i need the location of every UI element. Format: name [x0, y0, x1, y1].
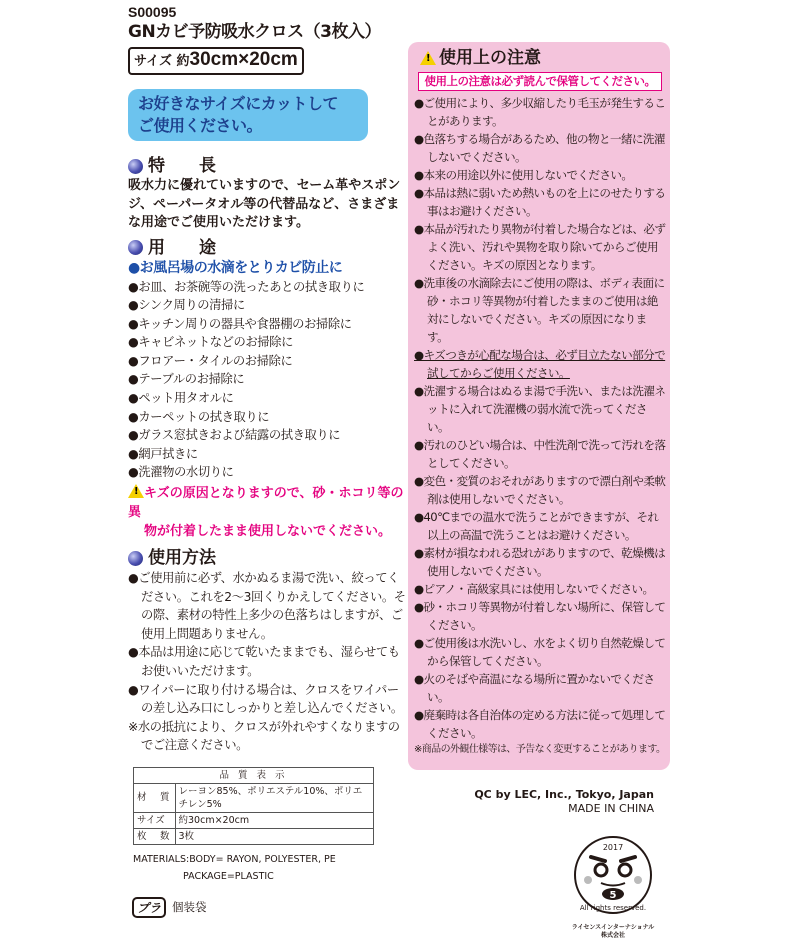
- uses-warning: [128, 484, 408, 541]
- bullet-ball-icon: [128, 240, 143, 255]
- materials: [133, 851, 408, 885]
- caution-note: ※商品の外観仕様等は、予告なく変更することがあります。: [414, 744, 666, 755]
- table-value: 3枚: [175, 828, 373, 844]
- left-column: [128, 4, 408, 918]
- list-item: ●40℃までの温水で洗うことができますが、それ以上の高温で洗うことはお避けください。: [414, 510, 659, 542]
- table-value: レーヨン85%、ポリエステル10%、ポリエチレン5%: [175, 783, 373, 812]
- cut-banner-line: お好きなサイズにカットして: [138, 94, 339, 113]
- size-value: 30cm×20cm: [189, 49, 298, 70]
- list-item: ●素材が損なわれる恐れがありますので、乾燥機は使用しないでください。: [414, 546, 666, 578]
- warning-icon: [128, 484, 144, 498]
- license-seal-icon: [573, 830, 653, 920]
- list-item: ●ガラス窓拭きおよび結露の拭き取りに: [128, 428, 341, 443]
- cut-banner-line: ご使用ください。: [138, 116, 263, 135]
- list-item: ●汚れのひどい場合は、中性洗剤で洗って汚れを落としてください。: [414, 438, 666, 470]
- materials-line: MATERIALS:BODY= RAYON, POLYESTER, PE: [133, 853, 336, 865]
- list-item: ※水の抵抗により、クロスが外れやすくなりますのでご注意ください。: [128, 719, 400, 753]
- list-item: ●ワイパーに取り付ける場合は、クロスをワイパーの差し込み口にしっかりと差し込んでください。: [128, 682, 403, 716]
- heading-text: 特 長: [148, 156, 216, 176]
- list-item: ●シンク周りの清掃に: [128, 298, 245, 313]
- list-item: ●ご使用後は水洗いし、水をよく切り自然乾燥してから保管してください。: [414, 636, 666, 668]
- features-heading: [128, 155, 408, 177]
- table-row: [134, 828, 374, 844]
- cut-banner: [128, 89, 368, 141]
- list-item: ●本来の用途以外に使用しないでください。: [414, 168, 633, 182]
- caution-heading: [420, 47, 666, 69]
- caution-panel: [408, 42, 670, 770]
- table-row: [134, 812, 374, 828]
- warning-text: 物が付着したまま使用しないでください。: [144, 524, 392, 540]
- size-label: サイズ: [134, 54, 172, 69]
- right-column: [408, 42, 670, 940]
- list-item: ●砂・ホコリ等異物が付着しない場所に、保管してください。: [414, 600, 666, 632]
- list-item: ●キャビネットなどのお掃除に: [128, 335, 293, 350]
- list-item: ●カーペットの拭き取りに: [128, 409, 270, 424]
- maker-info: [408, 788, 670, 816]
- quality-table-title: 品 質 表 示: [134, 767, 374, 783]
- list-item: ●廃棄時は各自治体の定める方法に従って処理してください。: [414, 708, 666, 740]
- caution-banner: 使用上の注意は必ず読んで保管してください。: [418, 72, 662, 91]
- size-box: [128, 47, 304, 75]
- quality-table: [133, 767, 374, 845]
- uses-highlight: ●お風呂場の水滴をとりカビ防止に: [128, 259, 343, 276]
- list-item: ●ピアノ・高級家具には使用しないでください。: [414, 582, 654, 596]
- list-item: ●キッチン周りの器具や食器棚のお掃除に: [128, 316, 352, 331]
- list-item: ●フロアー・タイルのお掃除に: [128, 353, 293, 368]
- company-line: 株式会社: [600, 932, 625, 939]
- seal-year: 2017: [602, 843, 624, 852]
- table-key: サイズ: [134, 812, 176, 828]
- list-item: ●網戸拭きに: [128, 446, 198, 461]
- table-value: 約30cm×20cm: [175, 812, 373, 828]
- warning-icon: [420, 51, 436, 65]
- seal-number: 5: [609, 890, 617, 901]
- size-prefix: 約: [176, 54, 190, 69]
- recycle-label: 個装袋: [172, 900, 207, 915]
- list-item: ●本品は熱に弱いため熱いものを上にのせたりする事はお避けください。: [414, 186, 666, 218]
- uses-list: [128, 278, 408, 483]
- list-item: ●ご使用により、多少収縮したり毛玉が発生することがあります。: [414, 96, 666, 128]
- materials-line: PACKAGE=PLASTIC: [183, 870, 274, 882]
- uses-heading: [128, 237, 408, 259]
- list-item: ●ご使用前に必ず、水かぬるま湯で洗い、絞ってください。これを2〜3回くりかえしてください。その際、素材の特性上多少の色落ちはしますが、ご使用上問題ありません。: [128, 571, 406, 641]
- product-title: GNカビ予防吸水クロス（3枚入）: [128, 22, 382, 42]
- heading-text: 用 途: [148, 237, 216, 258]
- table-key: 枚 数: [134, 828, 176, 844]
- list-item: ●洗車後の水滴除去にご使用の際は、ボディ表面に砂・ホコリ等異物が付着したままのご使用は絶対にしないでください。キズの原因になります。: [414, 276, 665, 344]
- list-item: ●本品が汚れたり異物が付着した場合などは、必ずよく洗い、汚れや異物を取り除いてからご使用ください。キズの原因となります。: [414, 222, 666, 272]
- recycle-pla-icon: プラ: [132, 897, 166, 918]
- warning-text: キズの原因となりますので、砂・ホコリ等の異: [128, 486, 404, 521]
- seal-text: All rights reserved.: [579, 904, 647, 912]
- list-item: ●本品は用途に応じて乾いたままでも、湿らせてもお使いいただけます。: [128, 645, 400, 678]
- company-line: ライセンスインターナショナル: [571, 924, 655, 931]
- license-company: [568, 924, 658, 940]
- table-row: [134, 783, 374, 812]
- origin-text: MADE IN CHINA: [568, 802, 654, 815]
- list-item: ●火のそばや高温になる場所に置かないでください。: [414, 672, 655, 704]
- bullet-ball-icon: [128, 159, 143, 174]
- qc-text: QC by LEC, Inc., Tokyo, Japan: [474, 788, 654, 801]
- caution-list: [414, 94, 666, 758]
- how-to-list: [128, 569, 408, 755]
- product-code: S00095: [128, 4, 177, 20]
- recycle-mark: [132, 897, 408, 918]
- list-item: ●変色・変質のおそれがありますので漂白剤や柔軟剤は使用しないでください。: [414, 474, 666, 506]
- features-text: 吸水力に優れていますので、セーム革やスポンジ、ペーパータオル等の代替品など、さまざまな用途でご使用いただけます。: [128, 178, 401, 230]
- list-item: ●洗濯物の水切りに: [128, 465, 234, 480]
- list-item: ●テーブルのお掃除に: [128, 372, 245, 387]
- list-item: ●洗濯する場合はぬるま湯で手洗い、または洗濯ネットに入れて洗濯機の弱水流で洗ってください。: [414, 384, 666, 434]
- license-seal: [568, 830, 658, 940]
- table-key: 材 質: [134, 783, 176, 812]
- list-item: ●色落ちする場合があるため、他の物と一緒に洗濯しないでください。: [414, 132, 665, 164]
- bullet-ball-icon: [128, 551, 143, 566]
- list-item: ●キズつきが心配な場合は、必ず目立たない部分で試してからご使用ください。: [414, 348, 666, 380]
- how-to-heading: [128, 547, 408, 569]
- heading-text: 使用方法: [148, 548, 216, 569]
- list-item: ●お皿、お茶碗等の洗ったあとの拭き取りに: [128, 279, 365, 294]
- heading-text: 使用上の注意: [439, 48, 541, 68]
- list-item: ●ペット用タオルに: [128, 391, 234, 406]
